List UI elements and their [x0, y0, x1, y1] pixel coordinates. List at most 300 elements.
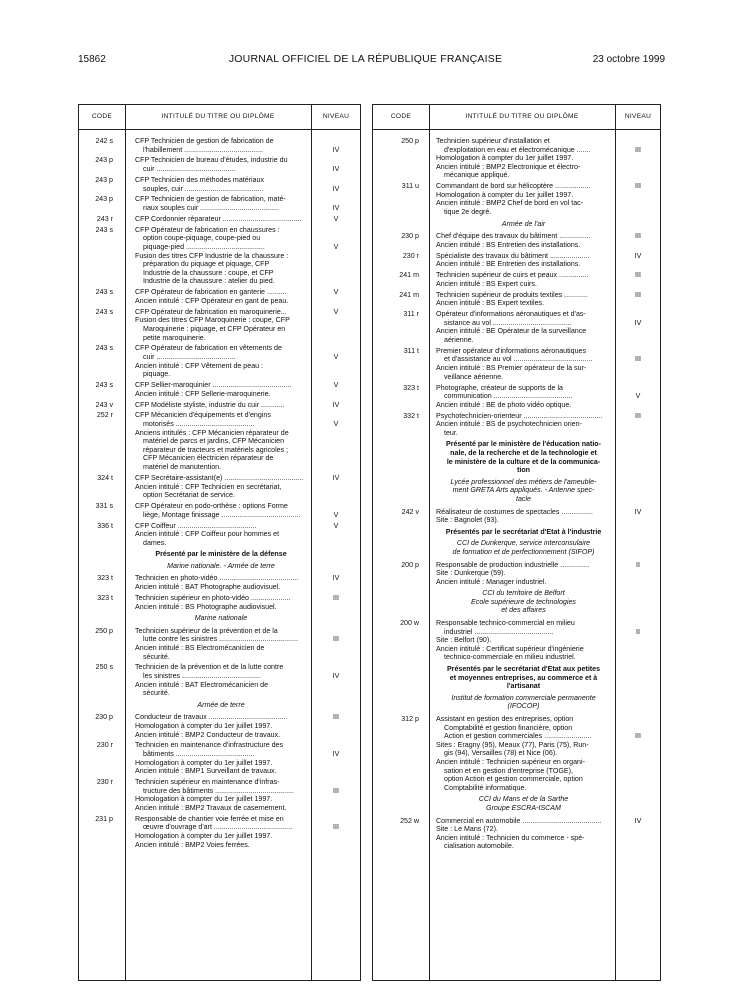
left-table: [78, 104, 361, 981]
row-title: [135, 344, 307, 378]
heading-line: l'artisanat: [506, 682, 541, 691]
row-title-line: Industrie de la chaussure : coupe, et CFP: [143, 268, 274, 277]
subsection-heading: Marine nationale. - Armée de terre: [167, 561, 275, 570]
row-code: 323 t: [97, 593, 113, 602]
row-code: 252 r: [96, 411, 113, 420]
table-row: [79, 474, 360, 500]
table-row: [79, 288, 360, 305]
row-level: IV: [634, 507, 642, 516]
row-title-line: Site : Bagnolet (93).: [436, 516, 499, 525]
col-code-header: CODE: [390, 113, 412, 120]
subsection-heading: [436, 539, 611, 556]
col-level-header: NIVEAU: [322, 113, 350, 120]
row-title-line: gis (94), Versailles (78) et Nice (06).: [444, 749, 558, 758]
heading-line: CCI du Mans et de la Sarthe: [478, 795, 569, 804]
row-level: IV: [332, 204, 340, 213]
row-title-line: Fusion des titres CFP Industrie de la chaussure :: [135, 251, 289, 260]
table-row: [373, 561, 660, 587]
row-level: IV: [634, 816, 642, 825]
row-title-line: Technicien supérieur de la prévention et de la: [135, 626, 278, 635]
row-code: 200 w: [400, 619, 419, 628]
row-level: IV: [332, 750, 340, 759]
table-row: [373, 291, 660, 308]
subsection-heading: [436, 478, 611, 504]
row-title-line: Ancien intitulé : Technicien supérieur en organi-: [436, 757, 585, 766]
heading-line: tacle: [516, 494, 531, 503]
row-code: 243 v: [95, 400, 113, 409]
row-code: 243 p: [95, 195, 113, 204]
row-level: III: [333, 635, 339, 644]
row-title-line: Comptabilité informatique.: [444, 783, 527, 792]
table-row: [373, 384, 660, 410]
row-level: III: [635, 290, 641, 299]
row-code: 231 p: [95, 814, 113, 823]
row-title-line: Ancien intitulé : BE de photo vidéo optique.: [436, 400, 572, 409]
row-title-line: réparateur de tracteurs et matériels agricoles ;: [143, 445, 289, 454]
row-title-line: Homologation à compter du 1er juillet 1997.: [135, 721, 273, 730]
row-title: [436, 347, 611, 381]
row-level: V: [333, 243, 339, 252]
row-code: 243 s: [95, 307, 113, 316]
row-title-line: Anciens intitulés : CFP Mécanicien réparateur de: [135, 428, 289, 437]
row-title: [436, 817, 611, 851]
row-title-line: préparation du piquage et piquage, CFP: [143, 260, 270, 269]
row-title-line: CFP Cordonnier réparateur ........................................: [135, 214, 302, 223]
row-title-line: cialisation automobile.: [444, 842, 514, 851]
row-title-line: Technicien supérieur de cuirs et peaux ...............: [436, 271, 589, 280]
journal-title: JOURNAL OFFICIEL DE LA RÉPUBLIQUE FRANÇAISE: [228, 53, 503, 65]
row-title-line: et d'assistance au vol ........................................: [444, 355, 593, 364]
row-title-line: Technicien supérieur en photo-vidéo ....................: [135, 593, 291, 602]
row-title-line: option coupe-piquage, coupe-pied ou: [143, 234, 261, 243]
row-code: 311 t: [403, 346, 419, 355]
row-title-line: Ancien intitulé : BS de psychotechnicien orien-: [436, 420, 582, 429]
table-row: [79, 401, 360, 410]
row-title-line: CFP Opérateur de fabrication en chaussures :: [135, 225, 280, 234]
row-title: [436, 271, 611, 288]
table-row: [373, 347, 660, 381]
row-code: 324 t: [97, 473, 113, 482]
heading-line: et moyennes entreprises, au commerce et à: [449, 673, 598, 682]
table-row: [373, 715, 660, 792]
row-code: 311 u: [401, 182, 419, 191]
row-code: 250 p: [401, 137, 419, 145]
row-level: II: [636, 560, 640, 569]
row-title-line: Ancien intitulé : BE Entretien des installations.: [436, 260, 581, 269]
row-title-line: CFP Technicien de gestion de fabrication, maté-: [135, 195, 286, 204]
row-title: [135, 215, 307, 224]
row-title-line: Site : Dunkerque (59).: [436, 569, 506, 578]
row-title-line: Commercial en automobile ........................................: [436, 816, 602, 825]
row-title: [135, 401, 307, 410]
row-code: 241 m: [399, 290, 419, 299]
subsection-heading: [436, 795, 611, 812]
right-table: [372, 104, 661, 981]
row-title-line: Site : Belfort (90).: [436, 636, 492, 645]
row-title: [436, 310, 611, 344]
row-title-line: CFP Technicien des méthodes matériaux: [135, 175, 265, 184]
row-code: 230 p: [95, 713, 113, 722]
row-title-line: industriel ........................................: [444, 627, 554, 636]
row-title-line: aérienne.: [444, 335, 474, 344]
subsection-heading: [436, 694, 611, 711]
row-title-line: Site : Le Mans (72).: [436, 825, 498, 834]
row-title-line: Opérateur d'informations aéronautiques et d'as-: [436, 310, 586, 319]
row-title: [135, 594, 307, 611]
row-title-line: Premier opérateur d'informations aéronautiques: [436, 346, 587, 355]
right-table-header: [373, 105, 660, 130]
row-level: IV: [634, 318, 642, 327]
heading-line: Lycée professionnel des métiers de l'ameuble-: [450, 477, 597, 486]
row-title-line: mécanique appliqué.: [444, 171, 510, 180]
row-level: IV: [634, 251, 642, 260]
row-title-line: CFP Sellier-maroquinier ........................................: [135, 381, 292, 390]
row-title: [135, 741, 307, 775]
row-level: V: [635, 392, 641, 401]
row-level: III: [635, 232, 641, 241]
row-level: IV: [332, 574, 340, 583]
row-title-line: option Secrétariat de service.: [143, 491, 235, 500]
table-row: [79, 594, 360, 611]
row-level: III: [333, 786, 339, 795]
row-title-line: CFP Opérateur de fabrication en vêtements de: [135, 344, 282, 353]
row-title-line: CFP Mécanicien d'équipements et d'engins: [135, 411, 271, 420]
subsection-heading: [436, 589, 611, 615]
row-title-line: liège, Montage finissage ........................................: [143, 510, 301, 519]
row-title: [436, 508, 611, 525]
row-title-line: Technicien supérieur d'installation et: [436, 137, 550, 145]
row-level: V: [333, 353, 339, 362]
row-level: IV: [332, 145, 340, 154]
heading-line: nale, de la recherche et de la technologie et: [450, 448, 597, 457]
row-title-line: petite maroquinerie.: [143, 333, 206, 342]
heading-line: de formation et de perfectionnement (SIFOP): [452, 547, 595, 556]
row-title-line: Ancien intitulé : BMP2 Electronique et électro-: [436, 162, 581, 171]
row-title: [135, 474, 307, 500]
table-row: [373, 619, 660, 662]
row-title: [135, 411, 307, 471]
row-level: III: [333, 823, 339, 832]
row-title-line: Ancien intitulé : Certificat supérieur d'ingénierie: [436, 644, 584, 653]
col-title-header: INTITULÉ DU TITRE OU DIPLÔME: [465, 113, 579, 120]
table-row: [79, 344, 360, 378]
row-code: 230 p: [401, 232, 419, 241]
table-row: [79, 778, 360, 812]
row-code: 243 s: [95, 225, 113, 234]
row-title-line: Ancien intitulé : Manager industriel.: [436, 577, 547, 586]
row-title-line: Chef d'équipe des travaux du bâtiment ................: [436, 232, 591, 241]
row-code: 243 p: [95, 156, 113, 165]
table-row: [79, 522, 360, 548]
table-row: [373, 252, 660, 269]
table-row: [373, 182, 660, 216]
left-table-header: [79, 105, 360, 130]
row-title-line: teur.: [444, 428, 458, 437]
table-row: [373, 271, 660, 288]
table-row: [79, 663, 360, 697]
row-title-line: Ancien intitulé : CFP Opérateur en gant de peau.: [135, 296, 289, 305]
row-title-line: Ancien intitulé : BS Photographe audiovisuel.: [135, 602, 277, 611]
row-title-line: Ancien intitulé : CFP Sellerie-maroquinerie.: [135, 389, 271, 398]
row-level: II: [636, 627, 640, 636]
page-number: 15862: [78, 54, 106, 65]
row-level: IV: [332, 672, 340, 680]
row-code: 312 p: [401, 715, 419, 723]
row-title: [135, 778, 307, 812]
row-title: [135, 815, 307, 849]
row-level: IV: [332, 165, 340, 174]
row-level: IV: [332, 184, 340, 193]
left-table-body: [79, 137, 360, 980]
row-level: III: [333, 713, 339, 722]
row-title: [135, 627, 307, 661]
issue-date: 23 octobre 1999: [592, 54, 665, 65]
row-title: [135, 502, 307, 519]
row-level: V: [333, 521, 339, 530]
table-row: [79, 156, 360, 173]
row-title: [135, 176, 307, 193]
row-title-line: CFP Opérateur de fabrication en maroquinerie...: [135, 307, 287, 316]
row-title-line: veillance aérienne.: [444, 372, 504, 381]
row-code: 200 p: [401, 560, 419, 569]
table-row: [373, 232, 660, 249]
row-title-line: CFP Secrétaire-assistant(e) ........................................: [135, 473, 304, 482]
row-title-line: communication ........................................: [444, 392, 573, 401]
row-code: 243 s: [95, 288, 113, 297]
col-code-header: CODE: [91, 113, 113, 120]
row-title: [135, 522, 307, 548]
row-title-line: CFP Modéliste styliste, industrie du cuir ............: [135, 400, 285, 409]
row-level: III: [635, 411, 641, 420]
row-level: IV: [332, 400, 340, 409]
row-code: 230 r: [96, 778, 113, 787]
row-title-line: Ancien intitulé : BE Opérateur de la surveillance: [436, 327, 587, 336]
row-title-line: CFP Opérateur en podo-orthèse : options Forme: [135, 502, 288, 511]
row-title-line: piquage.: [143, 370, 171, 379]
row-title-line: riaux souples cuir ........................................: [143, 204, 280, 213]
row-code: 230 r: [402, 251, 419, 260]
row-code: 243 r: [96, 214, 113, 223]
row-title-line: CFP Technicien de gestion de fabrication de: [135, 137, 274, 145]
row-title: [436, 291, 611, 308]
row-title-line: Ancien intitulé : CFP Coiffeur pour hommes et: [135, 530, 280, 539]
row-title-line: l'habillement ........................................: [143, 145, 264, 154]
row-title-line: Industrie de la chaussure : atelier du pied.: [143, 277, 275, 286]
row-title: [436, 412, 611, 438]
row-title: [135, 195, 307, 212]
heading-line: tion: [517, 466, 530, 475]
row-title-line: Homologation à compter du 1er juillet 1997.: [135, 831, 273, 840]
row-title: [135, 574, 307, 591]
row-title: [436, 232, 611, 249]
row-title-line: Action et gestion commerciales ........................: [444, 732, 592, 741]
row-code: 243 s: [95, 381, 113, 390]
col-title-header: INTITULÉ DU TITRE OU DIPLÔME: [161, 113, 275, 120]
table-row: [79, 195, 360, 212]
table-row: [373, 817, 660, 851]
row-title-line: Conducteur de travaux ........................................: [135, 713, 288, 722]
row-code: 250 s: [95, 663, 113, 672]
row-title-line: Technicien en maintenance d'infrastructure des: [135, 741, 284, 750]
row-title: [135, 137, 307, 154]
row-level: III: [635, 182, 641, 191]
row-title-line: Responsable de chantier voie ferrée et mise en: [135, 814, 284, 823]
row-title-line: Responsable technico-commercial en milieu: [436, 619, 575, 628]
row-title: [135, 663, 307, 697]
row-title-line: piquage-pied ........................................: [143, 243, 265, 252]
row-title: [135, 226, 307, 286]
heading-line: CCI du territoire de Belfort: [482, 589, 565, 598]
heading-line: Présenté par le ministère de l'éducation natio-: [445, 440, 602, 449]
row-title-line: CFP Opérateur de fabrication en ganterie ..........: [135, 288, 287, 297]
row-code: 243 p: [95, 175, 113, 184]
row-title-line: sation et en gestion d'entreprise (TOGE),: [444, 766, 573, 775]
row-title-line: Ancien intitulé : BMP2 Conducteur de travaux.: [135, 730, 281, 739]
row-title: [436, 715, 611, 792]
heading-line: Institut de formation commerciale permanente: [451, 693, 596, 702]
heading-line: (IFOCOP): [507, 702, 540, 711]
row-code: 323 t: [97, 574, 113, 583]
row-title: [436, 182, 611, 216]
row-title: [135, 288, 307, 305]
table-row: [79, 574, 360, 591]
row-code: 252 w: [400, 816, 419, 825]
row-title-line: Homologation à compter du 1er juillet 1997.: [135, 758, 273, 767]
table-row: [79, 137, 360, 154]
row-title-line: Sites : Eragny (95), Meaux (77), Paris (75), Run-: [436, 740, 589, 749]
row-title-line: Ancien intitulé : BMP2 Travaux de casernement.: [135, 803, 287, 812]
row-title: [135, 381, 307, 398]
row-title: [436, 137, 611, 180]
row-code: 332 t: [403, 411, 419, 420]
row-title-line: cuir ........................................: [143, 353, 236, 362]
table-row: [373, 137, 660, 180]
row-title-line: œuvre d'ouvrage d'art ........................................: [143, 823, 293, 832]
row-level: V: [333, 214, 339, 223]
row-title-line: Ancien intitulé : BS Expert textiles.: [436, 299, 545, 308]
row-code: 230 r: [96, 741, 113, 750]
col-level-header: NIVEAU: [624, 113, 652, 120]
row-title-line: dames.: [143, 538, 167, 547]
table-row: [79, 713, 360, 739]
row-level: III: [635, 732, 641, 741]
table-row: [79, 815, 360, 849]
row-title-line: Homologation à compter du 1er juillet 1997.: [436, 154, 574, 163]
row-title-line: les sinistres ........................................: [143, 672, 261, 680]
row-title-line: Ancien intitulé : BS Electromécanicien de: [135, 643, 265, 652]
row-title-line: matériel de manutention.: [143, 463, 222, 472]
row-code: 311 r: [403, 310, 419, 319]
row-title-line: Ancien intitulé : BS Premier opérateur de la sur-: [436, 364, 587, 373]
section-heading: Présentés par le secrétariat d'Etat à l'industrie: [445, 527, 602, 536]
heading-line: le ministère de la culture et de la communica-: [446, 457, 601, 466]
row-title-line: Psychotechnicien-orienteur ........................................: [436, 411, 603, 420]
heading-line: Ecole supérieure de technologies: [471, 597, 576, 606]
row-level: V: [333, 288, 339, 297]
row-title-line: Ancien intitulé : BS Expert cuirs.: [436, 279, 537, 288]
row-title-line: cuir ........................................: [143, 165, 236, 174]
row-title-line: souples, cuir ........................................: [143, 184, 264, 193]
row-title-line: d'exploitation en eau et électromécanique .......: [444, 145, 591, 154]
row-title-line: option Action et gestion commerciale, option: [444, 775, 583, 784]
row-title-line: Ancien intitulé : BMP2 Chef de bord en vol tac-: [436, 199, 584, 208]
right-table-body: [373, 137, 660, 980]
table-row: [79, 502, 360, 519]
row-title: [135, 156, 307, 173]
row-code: 243 s: [95, 344, 113, 353]
row-title-line: lutte contre les sinistres ........................................: [143, 635, 298, 644]
row-title-line: sécurité.: [143, 689, 170, 698]
row-title-line: tructure des bâtiments ........................................: [143, 786, 294, 795]
row-level: V: [333, 307, 339, 316]
row-level: III: [635, 271, 641, 280]
row-title: [436, 619, 611, 662]
heading-line: Groupe ESCRA-ISCAM: [486, 803, 561, 812]
row-title-line: Spécialiste des travaux du bâtiment ....................: [436, 251, 590, 260]
row-title: [436, 384, 611, 410]
row-title-line: Responsable de production industrielle ...............: [436, 560, 590, 569]
row-title-line: Technicien de la prévention et de la lutte contre: [135, 663, 284, 672]
row-title-line: Assistant en gestion des entreprises, option: [436, 715, 574, 723]
row-code: 241 m: [399, 271, 419, 280]
row-level: V: [333, 381, 339, 390]
row-title-line: CFP Mécanicien électricien réparateur de: [143, 454, 274, 463]
row-level: III: [635, 145, 641, 154]
row-code: 242 s: [95, 137, 113, 145]
row-title-line: Fusion des titres CFP Maroquinerie : coupe, CFP: [135, 316, 290, 325]
row-title-line: technico-commerciale en milieu industriel.: [444, 653, 576, 662]
section-heading: [436, 440, 611, 474]
row-level: V: [333, 510, 339, 519]
row-title-line: Technicien supérieur en maintenance d'infras-: [135, 778, 280, 787]
row-title-line: sistance au vol ........................................: [444, 318, 572, 327]
table-row: [79, 215, 360, 224]
heading-line: et des affaires: [501, 606, 546, 615]
row-title-line: Photographe, créateur de supports de la: [436, 383, 563, 392]
heading-line: Présentés par le secrétariat d'Etat aux petites: [446, 665, 601, 674]
table-row: [79, 176, 360, 193]
row-title: [436, 561, 611, 587]
row-title: [135, 713, 307, 739]
row-title-line: Ancien intitulé : CFP Technicien en secrétariat,: [135, 482, 282, 491]
row-title-line: motorisés ........................................: [143, 420, 255, 429]
subsection-heading: Armée de l'air: [501, 219, 546, 228]
heading-line: ment GRETA Arts appliqués. - Antenne spec-: [452, 486, 595, 495]
subsection-heading: Marine nationale: [194, 614, 248, 623]
row-title-line: Comptabilité et gestion financière, option: [444, 723, 573, 732]
row-title-line: sécurité.: [143, 652, 170, 661]
row-title-line: Homologation à compter du 1er juillet 1997.: [135, 795, 273, 804]
row-title-line: Ancien intitulé : BAT Photographe audiovisuel.: [135, 583, 281, 592]
row-level: III: [333, 593, 339, 602]
heading-line: CCI de Dunkerque, service interconsulaire: [456, 539, 591, 548]
row-level: V: [333, 420, 339, 429]
row-title-line: matériel de parcs et jardins, CFP Mécanicien: [143, 437, 285, 446]
table-row: [79, 308, 360, 342]
row-title-line: Homologation à compter du 1er juillet 1997.: [436, 190, 574, 199]
row-title-line: Technicien supérieur de produits textiles ............: [436, 290, 588, 299]
row-title-line: Commandant de bord sur hélicoptère ..................: [436, 182, 591, 191]
row-title-line: tique 2e degré.: [444, 208, 492, 217]
row-title: [135, 308, 307, 342]
table-row: [373, 508, 660, 525]
row-title-line: bâtiments ........................................: [143, 750, 255, 759]
row-title-line: Ancien intitulé : Technicien du commerce - spé-: [436, 833, 585, 842]
row-title-line: Maroquinerie : piquage, et CFP Opérateur en: [143, 324, 286, 333]
row-title-line: Ancien intitulé : BMP1 Surveillant de travaux.: [135, 767, 277, 776]
row-code: 242 v: [401, 507, 419, 516]
row-code: 336 t: [97, 521, 113, 530]
